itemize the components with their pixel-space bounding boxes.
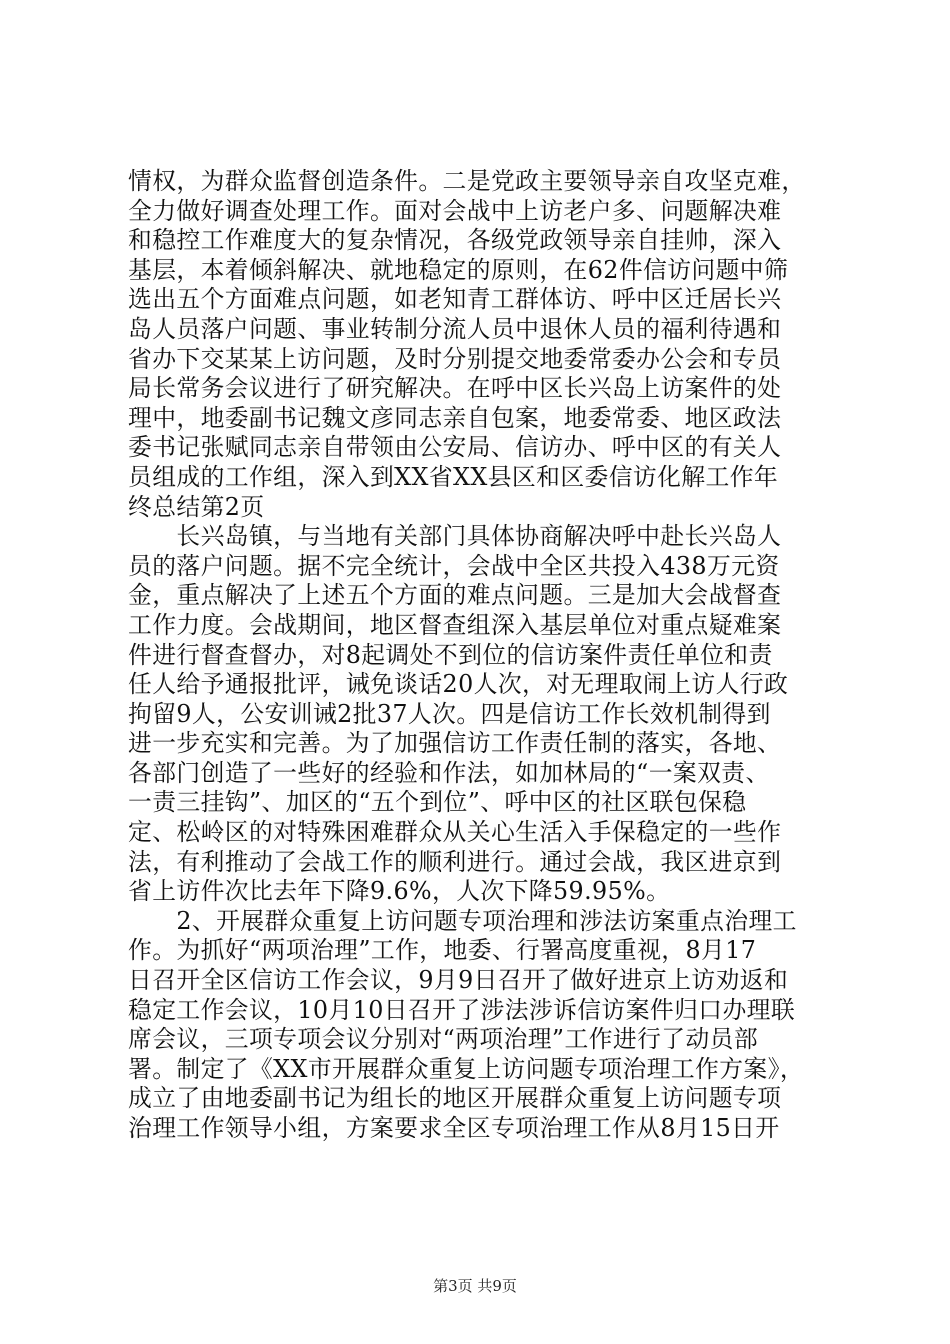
text-line: 成立了由地委副书记为组长的地区开展群众重复上访问题专项 bbox=[128, 1084, 782, 1113]
text-line: 情权，为群众监督创造条件。二是党政主要领导亲自攻坚克难， bbox=[128, 167, 806, 195]
text-line: 终总结第2页 bbox=[128, 492, 265, 521]
text-line: 件进行督查督办，对8起调处不到位的信访案件责任单位和责 bbox=[128, 640, 773, 669]
text-line: 员的落户问题。据不完全统计，会战中全区共投入438万元资 bbox=[128, 551, 780, 580]
page-number: 第3页 共9页 bbox=[433, 1277, 517, 1295]
text-line: 任人给予通报批评，诫免谈话20人次，对无理取闹上访人行政 bbox=[128, 670, 789, 699]
text-line: 作。为抓好“两项治理”工作，地委、行署高度重视，8月17 bbox=[128, 936, 757, 965]
text-line: 局长常务会议进行了研究解决。在呼中区长兴岛上访案件的处 bbox=[128, 374, 782, 403]
text-line: 省上访件次比去年下降9.6%，人次下降59.95%。 bbox=[128, 877, 671, 906]
text-line: 选出五个方面难点问题，如老知青工群体访、呼中区迁居长兴 bbox=[128, 285, 782, 314]
text-line: 基层，本着倾斜解决、就地稳定的原则，在62件信访问题中筛 bbox=[128, 255, 789, 284]
text-line: 稳定工作会议，10月10日召开了涉法涉诉信访案件归口办理联 bbox=[128, 995, 796, 1024]
text-line: 岛人员落户问题、事业转制分流人员中退休人员的福利待遇和 bbox=[128, 314, 782, 343]
text-line: 委书记张赋同志亲自带领由公安局、信访办、呼中区的有关人 bbox=[128, 433, 782, 462]
text-line: 省办下交某某上访问题，及时分别提交地委常委办公会和专员 bbox=[128, 344, 782, 373]
text-line: 治理工作领导小组，方案要求全区专项治理工作从8月15日开 bbox=[128, 1114, 780, 1142]
text-line: 全力做好调查处理工作。面对会战中上访老户多、问题解决难 bbox=[128, 196, 782, 225]
text-line: 工作力度。会战期间，地区督查组深入基层单位对重点疑难案 bbox=[128, 610, 782, 639]
text-line: 拘留9人，公安训诫2批37人次。四是信访工作长效机制得到 bbox=[128, 699, 771, 728]
text-line: 席会议，三项专项会议分别对“两项治理”工作进行了动员部 bbox=[128, 1025, 759, 1054]
text-line: 各部门创造了一些好的经验和作法，如加林局的“一案双责、 bbox=[128, 758, 770, 787]
text-line: 进一步充实和完善。为了加强信访工作责任制的落实，各地、 bbox=[128, 729, 782, 758]
text-line: 2、开展群众重复上访问题专项治理和涉法访案重点治理工 bbox=[128, 906, 797, 935]
text-line: 一责三挂钩”、加区的“五个到位”、呼中区的社区联包保稳 bbox=[128, 788, 747, 817]
page-footer bbox=[0, 1276, 950, 1296]
text-line: 署。制定了《XX市开展群众重复上访问题专项治理工作方案》， bbox=[128, 1054, 805, 1083]
text-line: 金，重点解决了上述五个方面的难点问题。三是加大会战督查 bbox=[128, 581, 782, 610]
document-body bbox=[128, 167, 823, 1144]
text-line: 和稳控工作难度大的复杂情况，各级党政领导亲自挂帅，深入 bbox=[128, 226, 782, 255]
text-line: 长兴岛镇，与当地有关部门具体协商解决呼中赴长兴岛人 bbox=[128, 522, 782, 551]
text-line: 定、松岭区的对特殊困难群众从关心生活入手保稳定的一些作 bbox=[128, 818, 782, 847]
text-line: 员组成的工作组，深入到XX省XX县区和区委信访化解工作年 bbox=[128, 462, 779, 491]
text-line: 理中，地委副书记魏文彦同志亲自包案，地委常委、地区政法 bbox=[128, 403, 782, 432]
text-line: 日召开全区信访工作会议，9月9日召开了做好进京上访劝返和 bbox=[128, 966, 789, 995]
text-line: 法，有利推动了会战工作的顺利进行。通过会战，我区进京到 bbox=[128, 847, 782, 876]
